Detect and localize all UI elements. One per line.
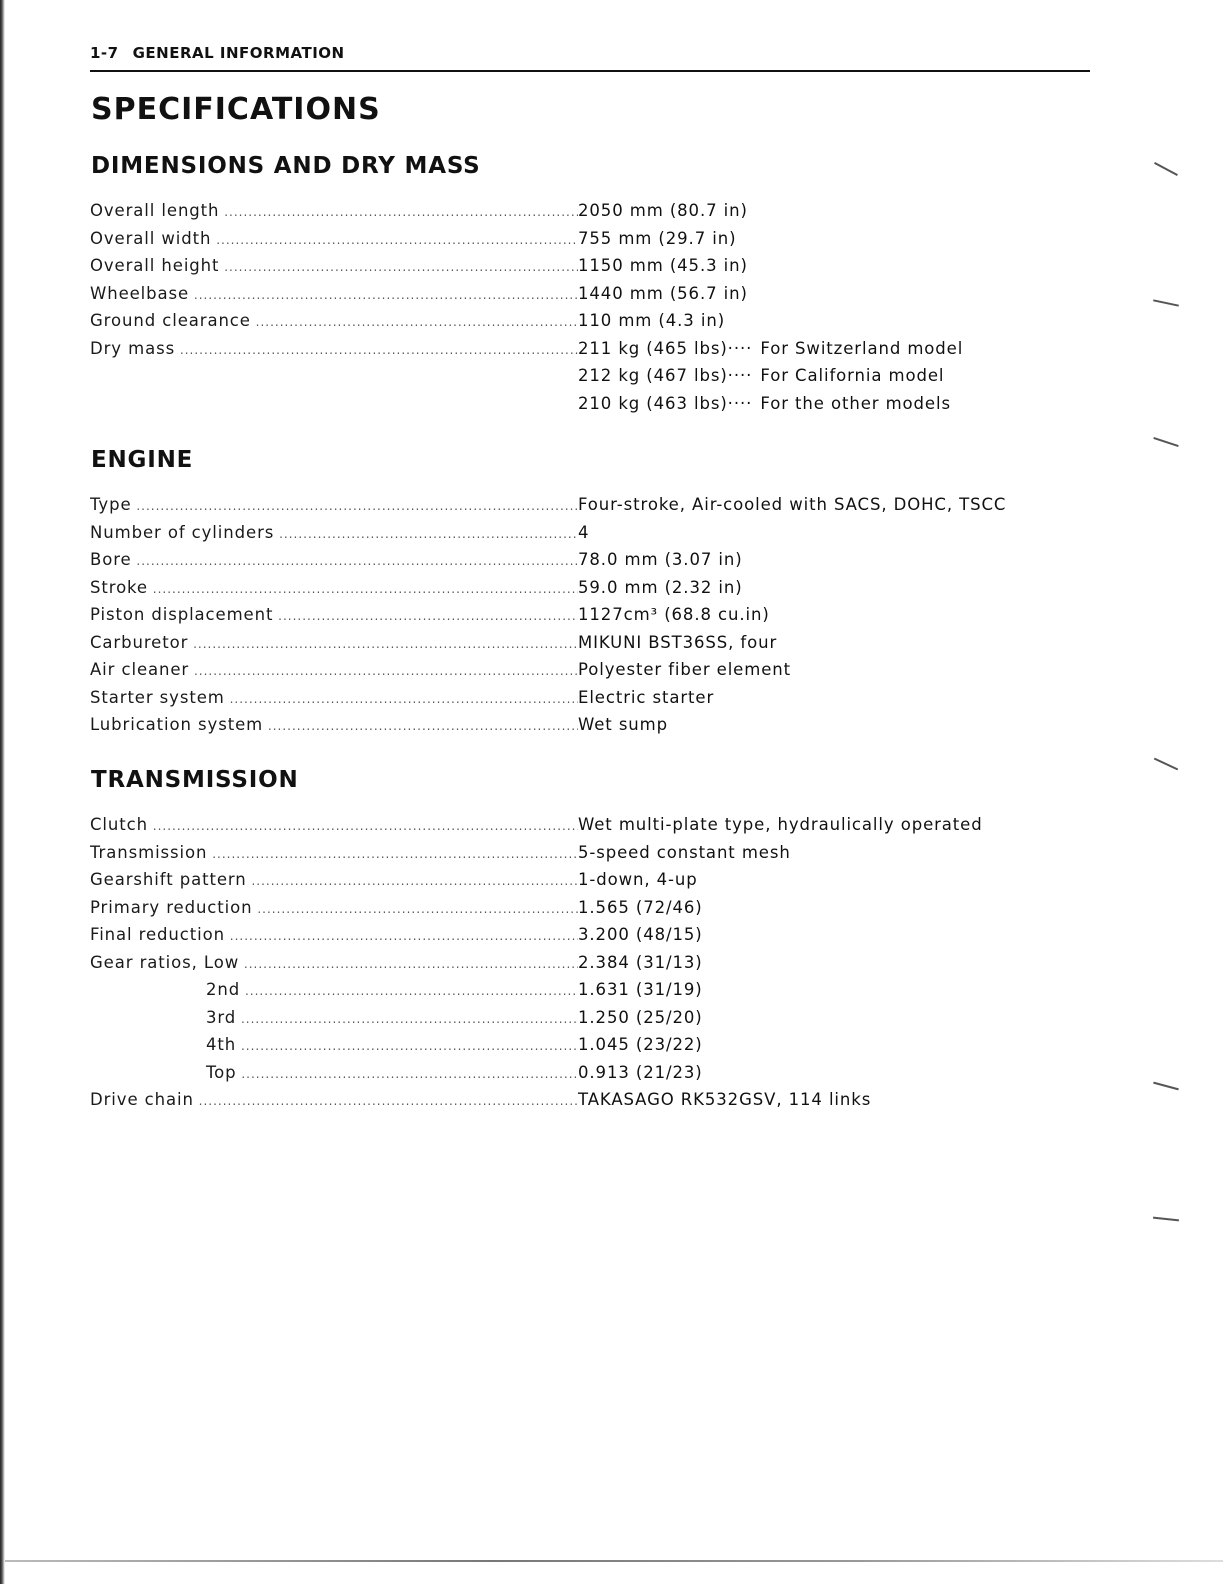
spec-value: 1.565 (72/46) — [578, 897, 703, 917]
spec-value: Electric starter — [578, 687, 715, 707]
page-left-edge — [0, 0, 5, 1584]
spec-row — [90, 225, 1090, 253]
spec-row — [90, 280, 1090, 308]
spec-label: Carburetor ..... — [90, 633, 578, 652]
spec-value: 3.200 (48/15) — [578, 925, 703, 945]
spec-label: Bore ..... — [90, 550, 578, 569]
spec-label: Piston displacement ..... — [90, 605, 578, 624]
spec-value: TAKASAGO RK532GSV, 114 links — [578, 1090, 872, 1110]
spec-label: Drive chain ..... — [90, 1090, 578, 1109]
spec-value: 4 — [578, 522, 590, 542]
spec-label: Final reduction ..... — [90, 925, 578, 944]
spec-row — [90, 866, 1090, 894]
section-heading: ENGINE — [91, 447, 194, 473]
spec-value: MIKUNI BST36SS, four — [578, 632, 778, 652]
spec-label: 2nd ..... — [90, 980, 578, 999]
spec-value-note: For California model — [760, 366, 945, 386]
spec-label: Lubrication system ..... — [90, 715, 578, 734]
spec-row — [90, 894, 1090, 922]
spec-row — [90, 921, 1090, 949]
spec-row — [90, 839, 1090, 867]
binder-mark — [1154, 758, 1178, 771]
spec-row — [90, 656, 1090, 684]
spec-value-note: For the other models — [760, 393, 951, 413]
spec-value: 1.250 (25/20) — [578, 1007, 703, 1027]
spec-label: Dry mass ..... — [90, 339, 578, 358]
spec-row — [90, 1059, 1090, 1087]
spec-label: 4th ..... — [90, 1035, 578, 1054]
spec-row — [90, 307, 1090, 335]
spec-value: 1440 mm (56.7 in) — [578, 283, 748, 303]
spec-label: Gearshift pattern ..... — [90, 870, 578, 889]
spec-value: 0.913 (21/23) — [578, 1062, 703, 1082]
spec-value: 78.0 mm (3.07 in) — [578, 550, 743, 570]
spec-row — [90, 197, 1090, 225]
header-section-title: GENERAL INFORMATION — [132, 44, 345, 62]
spec-label: Type ..... — [90, 495, 578, 514]
spec-value-note: For Switzerland model — [760, 338, 964, 358]
spec-value: 110 mm (4.3 in) — [578, 311, 726, 331]
spec-label: Air cleaner ..... — [90, 660, 578, 679]
binder-mark — [1153, 299, 1179, 306]
spec-value-main: 210 kg (463 lbs)···· — [578, 393, 753, 413]
binder-mark — [1153, 1217, 1179, 1222]
spec-label: Primary reduction ..... — [90, 898, 578, 917]
spec-row — [90, 811, 1090, 839]
spec-row — [90, 390, 1090, 418]
spec-label: Number of cylinders ..... — [90, 523, 578, 542]
section-dimensions — [90, 153, 1090, 417]
spec-value-main: 212 kg (467 lbs)···· — [578, 366, 753, 386]
section-engine — [90, 447, 1090, 739]
spec-value: 1-down, 4-up — [578, 870, 698, 890]
spec-value: Wet multi-plate type, hydraulically operated — [578, 815, 983, 835]
spec-label: Stroke ..... — [90, 578, 578, 597]
page-header — [90, 44, 1090, 72]
spec-value: Wet sump — [578, 715, 669, 735]
spec-label: Gear ratios, Low ..... — [90, 953, 578, 972]
spec-value — [578, 366, 944, 385]
spec-row — [90, 629, 1090, 657]
spec-value: 5-speed constant mesh — [578, 842, 791, 862]
spec-value: 1127cm³ (68.8 cu.in) — [578, 605, 770, 625]
spec-label: Overall height ..... — [90, 256, 578, 275]
spec-value: 755 mm (29.7 in) — [578, 228, 737, 248]
spec-row — [90, 546, 1090, 574]
spec-value: 2.384 (31/13) — [578, 952, 703, 972]
spec-row — [90, 491, 1090, 519]
spec-label: Overall length ..... — [90, 201, 578, 220]
spec-value: Polyester fiber element — [578, 660, 791, 680]
binder-mark — [1153, 437, 1178, 447]
binder-mark — [1153, 1082, 1179, 1091]
spec-label: Transmission ..... — [90, 843, 578, 862]
spec-value: 1.631 (31/19) — [578, 980, 703, 1000]
spec-label: Clutch ..... — [90, 815, 578, 834]
spec-row — [90, 1086, 1090, 1114]
spec-row — [90, 1031, 1090, 1059]
section-heading: TRANSMISSION — [91, 767, 299, 793]
spec-value-main: 211 kg (465 lbs)···· — [578, 338, 753, 358]
page-number: 1-7 — [90, 44, 119, 62]
spec-value: 59.0 mm (2.32 in) — [578, 577, 743, 597]
spec-value: Four-stroke, Air-cooled with SACS, DOHC, TSCC — [578, 495, 1007, 515]
spec-row — [90, 335, 1090, 363]
spec-row — [90, 1004, 1090, 1032]
spec-row — [90, 574, 1090, 602]
spec-label: Ground clearance ..... — [90, 311, 578, 330]
spec-row — [90, 519, 1090, 547]
spec-value: 1.045 (23/22) — [578, 1035, 703, 1055]
page-title: SPECIFICATIONS — [91, 92, 381, 127]
spec-label: Overall width ..... — [90, 229, 578, 248]
spec-label: Top ..... — [90, 1063, 578, 1082]
section-transmission — [90, 767, 1090, 1114]
spec-label: 3rd ..... — [90, 1008, 578, 1027]
spec-value: 2050 mm (80.7 in) — [578, 201, 748, 221]
section-heading: DIMENSIONS AND DRY MASS — [91, 153, 481, 179]
page-bottom-edge — [5, 1560, 1223, 1562]
spec-row — [90, 362, 1090, 390]
spec-label: Starter system ..... — [90, 688, 578, 707]
spec-row — [90, 949, 1090, 977]
binder-mark — [1154, 162, 1178, 176]
spec-label: Wheelbase ..... — [90, 284, 578, 303]
spec-row — [90, 601, 1090, 629]
spec-row — [90, 684, 1090, 712]
spec-row — [90, 252, 1090, 280]
spec-value — [578, 394, 951, 413]
spec-value — [578, 339, 963, 358]
spec-value: 1150 mm (45.3 in) — [578, 256, 748, 276]
spec-row — [90, 711, 1090, 739]
spec-row — [90, 976, 1090, 1004]
